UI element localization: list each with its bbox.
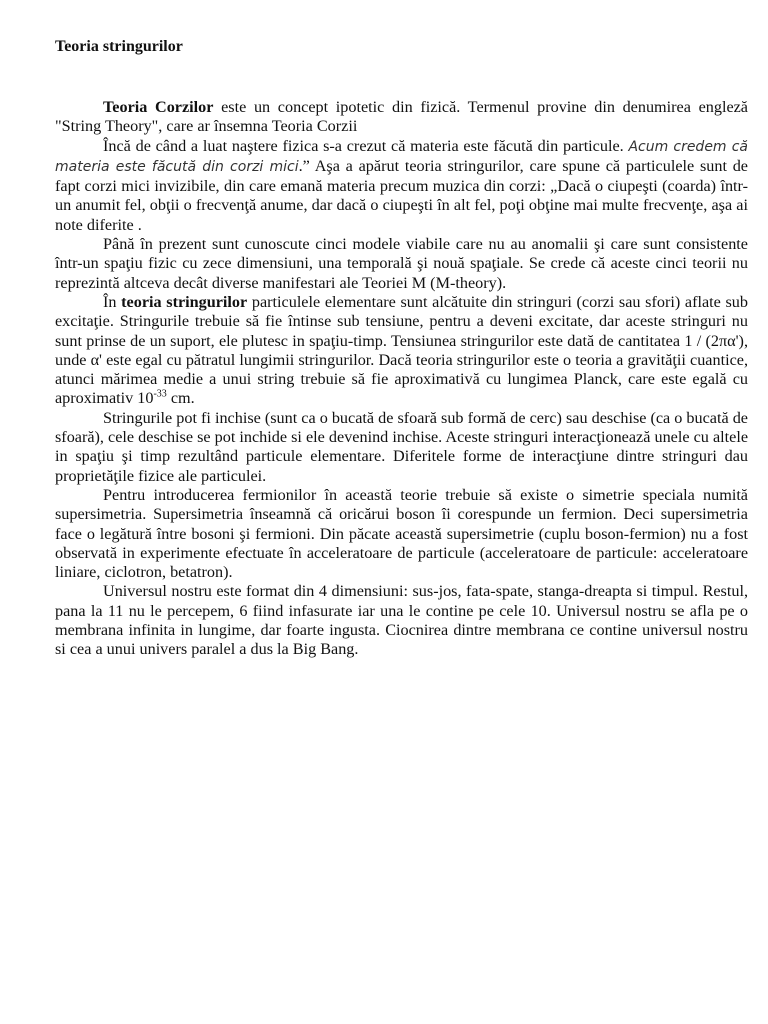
bold-term-teoria-stringurilor: teoria stringurilor — [121, 292, 248, 311]
document-body — [55, 98, 748, 660]
document-title: Teoria stringurilor — [55, 38, 183, 55]
paragraph-7 — [55, 582, 748, 659]
paragraph-4-text-before-sup: particulele elementare sunt alcătuite din stringuri (corzi sau sfori) aflate sub excitaţie. Stringurile trebuie să fie întinse sub tensiune, pentru a deveni excitate, dar aceste stringuri nu sunt prinse de un suport, ele plutesc in spaţiu-timp. Tensiunea stringurilor este dată de cantitatea 1 / (2πα'), unde α' este egal cu pătratul lungimii stringurilor. Dacă teoria stringurilor este o teoria a gravităţii cuantice, atunci mărimea medie a unui string trebuie să fie aproximativă cu lungimea Planck, care este egală cu aproximativ 10 — [55, 292, 748, 408]
paragraph-5-text: Stringurile pot fi inchise (sunt ca o bucată de sfoară sub formă de cerc) sau deschise (ca o bucată de sfoară), cele deschise se pot inchide si ele devenind inchise. Aceste stringuri interacţionează unele cu altele in spaţiu şi timp rezultând particule elementare. Diferitele forme de interacţiune dintre stringuri dau proprietăţile fizice ale particulei. — [55, 408, 748, 485]
bold-term-teoria-corzilor: Teoria Corzilor — [103, 98, 214, 116]
paragraph-3-text: Până în prezent sunt cunoscute cinci modele viabile care nu au anomalii şi care sunt consistente într-un spaţiu fizic cu zece dimensiuni, una temporală şi nouă spaţiale. Se crede că aceste cinci teorii nu reprezintă altceva decât diverse manifestari ale Teoriei M (M-theory). — [55, 235, 748, 292]
paragraph-4-text-end: cm. — [166, 389, 195, 408]
exponent-superscript: -33 — [153, 389, 167, 401]
paragraph-2 — [55, 137, 748, 235]
paragraph-1-text: este un concept ipotetic din fizică. Termenul provine din denumirea engleză "String Theory", care ar însemna Teoria Corzii — [55, 98, 748, 136]
paragraph-6-text: Pentru introducerea fermionilor în această teorie trebuie să existe o simetrie speciala numită supersimetria. Supersimetria înseamnă că oricărui boson îi corespunde un fermion. Deci supersimetria face o legătură între bosoni şi fermioni. Din păcate această supersimetrie (cuplu boson-fermion) nu a fost observată in experimente efectuate în acceleratoare de particule (acceleratoare de particule: acceleratoare liniare, ciclotron, betatron). — [55, 485, 748, 582]
paragraph-1 — [55, 98, 748, 137]
italic-quote: Acum credem că materia este făcută din corzi mici — [55, 138, 748, 175]
paragraph-4-text-start: În — [103, 292, 122, 311]
paragraph-4 — [55, 293, 748, 409]
paragraph-7-text: Universul nostru este format din 4 dimensiuni: sus-jos, fata-spate, stanga-dreapta si timpul. Restul, pana la 11 nu le percepem, 6 fiind infasurate iar una le contine pe cele 10. Universul nostru se afla pe o membrana infinita in lungime, dar foarte ingusta. Ciocnirea dintre membrana ce contine universul nostru si cea a unui univers paralel a dus la Big Bang. — [55, 582, 748, 659]
paragraph-2-text-after: .” Aşa a apărut teoria stringurilor, care spune că particulele sunt de fapt corzi mici invizibile, din care emană materia precum muzica din corzi: „Dacă o ciupeşti (coarda) într-un anumit fel, obţii o frecvenţă anume, dar dacă o ciupeşti în alt fel, poţi obţine mai multe frecvenţe, aşa ai note diferite . — [55, 156, 748, 234]
paragraph-2-text-before: Încă de când a luat naştere fizica s-a crezut că materia este făcută din particule. — [103, 136, 629, 155]
paragraph-5 — [55, 409, 748, 486]
paragraph-3 — [55, 235, 748, 293]
paragraph-6 — [55, 486, 748, 582]
